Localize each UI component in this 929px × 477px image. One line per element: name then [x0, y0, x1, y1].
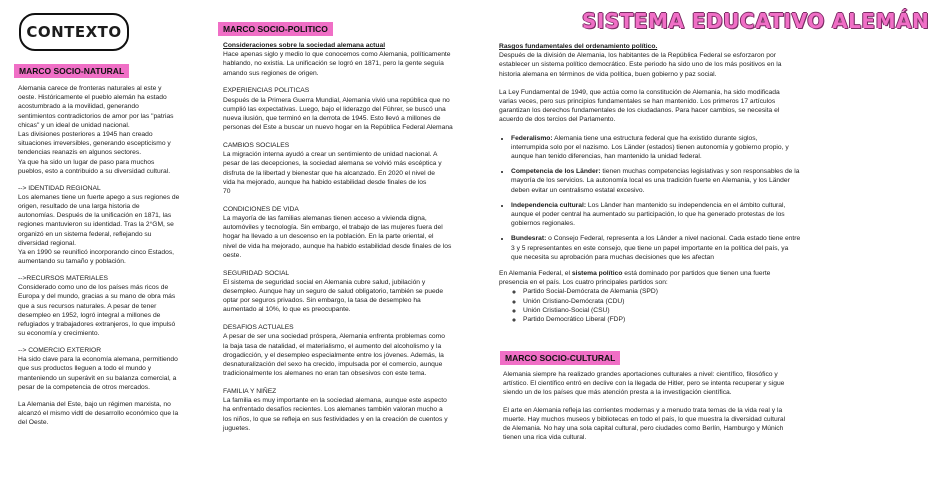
text-line: chicas" y un ideal de unidad nacional.	[18, 121, 130, 129]
text-line: Alemania carece de fronteras naturales al este y	[18, 85, 162, 92]
feature-item	[511, 134, 829, 162]
left-column-text	[18, 84, 199, 435]
text-line: 70	[223, 188, 231, 196]
text-line: establecer un sistema político democrático. Este periodo ha sido uno de los más positivos en la	[499, 61, 782, 69]
politico-term: sistema político	[571, 270, 623, 278]
text-line: optar por seguros privados. Sin embargo, la tasa de desempleo ha	[223, 297, 421, 305]
cultural-paragraph-2	[503, 406, 833, 443]
text-line: Las divisiones posteriores a 1945 han creado	[18, 131, 153, 139]
text-line	[511, 234, 829, 243]
text-line: su economía y crecimiento.	[18, 330, 100, 338]
text-line: Alemania siempre ha realizado grandes aportaciones culturales a nivel: científico, filosófico y	[503, 371, 778, 378]
text-line: que a sus recursos naturales. A pesar de tener	[18, 302, 157, 310]
politico-section	[223, 41, 485, 78]
recursos-materiales-paragraph	[18, 274, 199, 338]
section-title: CAMBIOS SOCIALES	[223, 142, 290, 150]
middle-column-text	[223, 41, 485, 442]
text-line: pesar de las decepciones, la sociedad alemana se volvió más escéptica y	[223, 160, 442, 168]
politico-section	[223, 86, 485, 132]
politico-section	[223, 205, 485, 260]
feature-term: Bundesrat:	[511, 235, 547, 243]
text-line: A pesar de ser una sociedad próspera, Alemania enfrenta problemas como	[223, 333, 445, 341]
text-line: --> COMERCIO EXTERIOR	[18, 347, 102, 355]
text-line: acuerdo de dos tercios del Parlamento.	[499, 116, 616, 124]
text-line: sentimientos contradictorios de amor por las "patrias	[18, 112, 174, 120]
text-line: acostumbrado a la movilidad, generando	[18, 103, 139, 111]
text-line: El arte en Alemania refleja las corrientes modernas y a menudo trata temas de la vida real y la	[503, 406, 783, 414]
party-item: ◦ Partido Democrático Liberal (FDP)	[523, 315, 829, 324]
text-line: pueblos, esto a contribuido a su diversidad cultural.	[18, 167, 171, 175]
politico-line2: presencia en el país. Los cuatro principales partidos son:	[499, 279, 668, 287]
text-line: hogar ha llevado a un descenso en la población. En la parte oriental, el	[223, 233, 434, 241]
marco-socio-natural-heading: MARCO SOCIO-NATURAL	[14, 64, 129, 78]
cultural-text	[503, 370, 833, 450]
text-line	[511, 134, 829, 143]
text-line: alcanzó el mismo vidtl de desarrollo económico que la	[18, 409, 179, 417]
text-line: artístico. El científico entró en declive con la llegada de Hitler, pero se intenta recuperar y sigue	[503, 380, 785, 388]
feature-term: Competencia de los Länder:	[511, 168, 601, 176]
identidad-regional-paragraph	[18, 184, 199, 267]
marco-socio-natural-heading-wrap	[14, 61, 129, 79]
text-line: origen, resultado de una larga historia de	[18, 203, 140, 211]
text-line: situaciones irreversibles, generando escepticismo y	[18, 140, 171, 148]
text-line: organizó en un sistema federal, reflejando su	[18, 230, 152, 238]
text-line: 3 y 5 representantes en este consejo, que tiene un papel importante en la política del país, ya	[511, 244, 789, 252]
text-line: Ha sido clave para la economía alemana, permitiendo	[18, 356, 178, 364]
sistema-politico-paragraph	[499, 269, 829, 287]
section-title: FAMILIA Y NIÑEZ	[223, 388, 277, 396]
text-line: pesar de la competencia de otros mercados.	[18, 383, 150, 391]
text-line: juguetes.	[223, 424, 251, 432]
text-line: mayoría de los servicios. La autonomía local es una tradición fuerte en Alemania, y los Länder	[511, 177, 790, 185]
text-line: La Alemania del Este, bajo un régimen marxista, no	[18, 400, 171, 408]
text-line: aumentando su tamaño y población.	[18, 258, 126, 266]
text-line: manteniendo un superávit en su balanza comercial, a	[18, 374, 177, 382]
text-line: La Ley Fundamental de 1949, que actúa como la constitución de Alemania, ha sido modificada	[499, 88, 780, 96]
section-title: SEGURIDAD SOCIAL	[223, 269, 290, 277]
text-line: Los alemanes tiene un fuerte apego a sus regiones de	[18, 193, 180, 201]
features-list	[499, 134, 829, 262]
contexto-title: CONTEXTO	[19, 13, 129, 51]
intro-paragraph	[18, 84, 199, 176]
text-line: la baja tasa de natalidad, el materialismo, el aumento del alcoholismo y la	[223, 342, 442, 350]
text-line: desempleo en 1952, logró integral a millones de	[18, 311, 161, 319]
party-item: ◦ Partido Social-Demócrata de Alemania (SPD)	[523, 287, 829, 296]
text-line: vida ha mejorado, aunque ha habido estabilidad desde finales de los	[223, 178, 427, 186]
text-line: aumentado al 10%, lo que es preocupante.	[223, 306, 351, 314]
text-line: varias veces, pero sus principios fundamentales se han mantenido. Los primeros 17 artículos	[499, 98, 776, 106]
text-line: amando sus regiones de origen.	[223, 69, 319, 77]
text-line: oeste. Históricamente el pueblo alemán ha estado	[18, 94, 167, 102]
text-line: que sus productos lleguen a todo el mundo y	[18, 365, 152, 373]
text-line: Hace apenas siglo y medio lo que conocemos como Alemania, políticamente	[223, 51, 451, 59]
feature-item	[511, 234, 829, 262]
section-title: Consideraciones sobre la sociedad alemana actual	[223, 42, 386, 49]
text-line: -->RECURSOS MATERIALES	[18, 275, 108, 283]
feature-item	[511, 167, 829, 195]
marco-socio-politico-heading-wrap	[218, 19, 333, 37]
text-line: interrumpida solo por el nazismo. Los Länder (estados) tienen autonomía y gobierno propio, y	[511, 143, 789, 151]
text-line: Considerado como uno de los países más ricos de	[18, 284, 169, 292]
text-line: de Alemania. No hay una sola capital cultural, pero ciudades como Berlín, Hamburgo y Múnich	[503, 425, 784, 433]
politico-post: está dominado por partidos que tienen una fuerte	[622, 270, 771, 278]
marco-socio-politico-heading: MARCO SOCIO-POLITICO	[218, 22, 333, 36]
text-line: Ya en 1990 se reunificó incorporando cinco Estados,	[18, 249, 175, 257]
parties-list	[499, 287, 829, 324]
text-line	[511, 167, 829, 176]
feature-text: o Consejo Federal, representa a los Länder a nivel nacional. Cada estado tiene entre	[546, 235, 801, 243]
rasgos-title: Rasgos fundamentales del ordenamiento político.	[499, 43, 658, 50]
party-item: ◦ Unión Cristiano-Social (CSU)	[523, 306, 829, 315]
comercio-exterior-paragraph	[18, 346, 199, 392]
text-line: aunque el poder central ha aumentado su participación, lo que ha generado protestas de los	[511, 211, 785, 219]
text-line	[511, 201, 829, 210]
feature-term: Independencia cultural:	[511, 201, 587, 209]
text-line: automóviles y tecnología. Sin embargo, el trabajo de las mujeres fuera del	[223, 224, 443, 232]
section-title: DESAFIOS ACTUALES	[223, 324, 294, 332]
politico-section	[223, 269, 485, 315]
rasgos-paragraph	[499, 51, 829, 79]
text-line: historia alemana en términos de vida política, buen gobierno y paz social.	[499, 70, 717, 78]
text-line: Después de la Primera Guerra Mundial, Alemania vivió una república que no	[223, 96, 450, 104]
text-line: nueva ilusión, que terminó en la derrota de 1945. Esto llevó a millones de	[223, 115, 441, 123]
marco-socio-cultural-heading: MARCO SOCIO-CULTURAL	[500, 351, 620, 365]
text-line: nivel de vida ha mejorado, aunque ha habido estabilidad desde finales de los	[223, 242, 452, 250]
text-line: El sistema de seguridad social en Alemania cubre salud, jubilación y	[223, 278, 426, 286]
text-line: autonomías. Después de la unificación en 1871, las	[18, 212, 172, 220]
text-line: Después de la división de Alemania, los habitantes de la República Federal se esforzaron por	[499, 52, 776, 60]
text-line: tienen una rica vida cultural.	[503, 434, 587, 442]
feature-term: Federalismo:	[511, 134, 553, 142]
text-line: La familia es muy importante en la sociedad alemana, aunque este aspecto	[223, 397, 447, 405]
text-line: drogadicción, y el desempleo especialmente entre los jóvenes. Además, la	[223, 351, 444, 359]
text-line: tradicionalmente los alemanes no eran tan obsesivos con este tema.	[223, 370, 427, 378]
section-title: CONDICIONES DE VIDA	[223, 205, 299, 213]
text-line: Ya que ha sido un lugar de paso para muchos	[18, 158, 155, 166]
text-line: regiones mantuvieron su identidad. Tras la 2°GM, se	[18, 221, 174, 229]
text-line: La mayoría de las familias alemanas tienen acceso a vivienda digna,	[223, 215, 427, 223]
cultural-paragraph-1	[503, 370, 833, 398]
text-line: muerte. Hay muchos museos y bibliotecas en todo el país, lo que muestra la diversidad cultural	[503, 415, 786, 423]
text-line: gobiernos regionales.	[511, 220, 575, 228]
alemania-este-paragraph	[18, 400, 199, 428]
politico-section	[223, 141, 485, 196]
sistema-educativo-title: SISTEMA EDUCATIVO ALEMÁN	[582, 9, 929, 33]
text-line: tendencias reanazis en algunos sectores.	[18, 149, 142, 157]
text-line: que necesita su aprobación para muchas decisiones que les afectan	[511, 253, 714, 261]
text-line: desempleo. Aunque hay un seguro de salud obligatorio, también se puede	[223, 288, 444, 296]
politico-pre: En Alemania Federal, el	[499, 270, 572, 278]
ley-fundamental-paragraph	[499, 88, 829, 125]
feature-text: Alemania tiene una estructura federal que ha existido durante siglos,	[552, 134, 758, 142]
text-line: los niños, lo que se refleja en sus festividades y en la creación de cuentos y	[223, 415, 448, 423]
feature-item	[511, 201, 829, 229]
text-line: diversidad regional.	[18, 239, 76, 247]
feature-text: Los Länder han mantenido su independencia en el ámbito cultural,	[586, 201, 786, 209]
text-line: personas del Este a buscar un nuevo hogar en la República Federal Alemana	[223, 124, 453, 132]
text-line: del Oeste.	[18, 419, 49, 427]
text-line: refugiados y trabajadores extranjeros, lo que impulsó	[18, 321, 176, 329]
text-line: desnaturalización del sexo ha crecido, impulsada por el comercio, aunque	[223, 361, 443, 369]
text-line: garantizan los derechos fundamentales de los ciudadanos. Para hacer cambios, se necesita el	[499, 107, 780, 115]
feature-text: tienen muchas competencias legislativas y son responsables de la	[600, 168, 800, 176]
text-line: cumplió las expectativas. Luego, bajo el liderazgo del Führer, se buscó una	[223, 105, 446, 113]
text-line: --> IDENTIDAD REGIONAL	[18, 184, 101, 192]
marco-socio-cultural-heading-wrap	[500, 348, 620, 366]
politico-section	[223, 387, 485, 433]
text-line: aunque han tenido diferencias, han mantenido la unidad federal.	[511, 153, 702, 161]
text-line: hablando, no existía. La unificación se logró en 1871, pero la gente seguía	[223, 60, 444, 68]
right-column-text	[499, 42, 829, 324]
text-line: oeste.	[223, 251, 242, 259]
text-line: disfruta de la libertad y bienestar que ha alcanzado. En 2020 el nivel de	[223, 169, 435, 177]
text-line: siendo un de los países que más atención presta a la investigación científica.	[503, 389, 732, 397]
politico-section	[223, 323, 485, 378]
text-line: Europa y del mundo, gracias a su mano de obra más	[18, 293, 176, 301]
text-line: La migración interna ayudó a crear un sentimiento de unidad nacional. A	[223, 151, 438, 159]
text-line: ha enfrentado desafíos recientes. Los alemanes también valoran mucho a	[223, 406, 443, 414]
text-line: deben evitar un centralismo estatal excesivo.	[511, 186, 645, 194]
section-title: EXPERIENCIAS POLITICAS	[223, 87, 310, 95]
party-item: ◦ Unión Cristiano-Demócrata (CDU)	[523, 297, 829, 306]
